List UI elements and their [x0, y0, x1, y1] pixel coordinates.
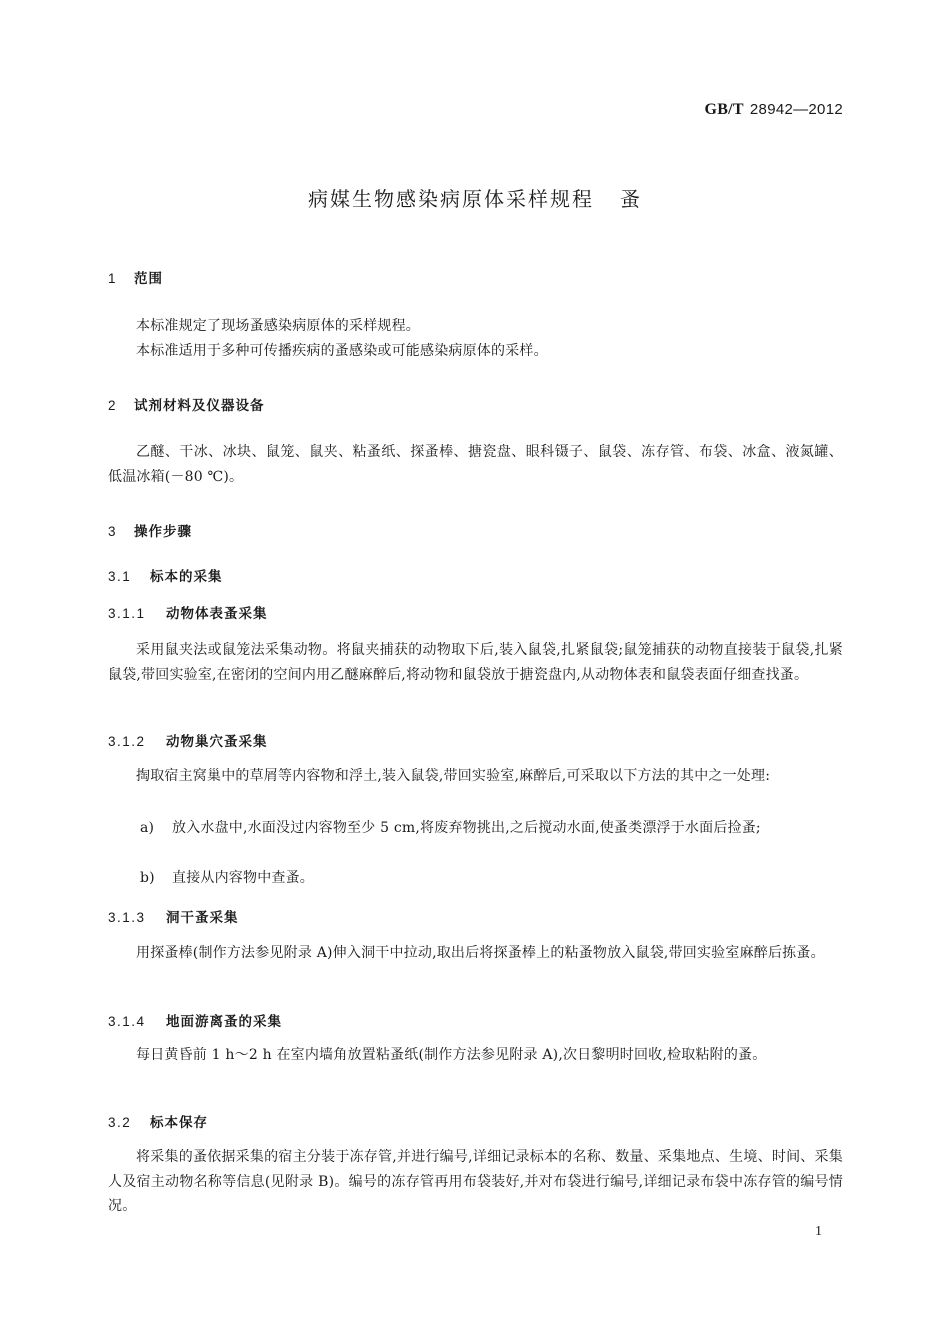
section-heading-3	[108, 520, 192, 540]
section-title: 洞干蚤采集	[166, 910, 239, 926]
paragraph: 每日黄昏前 1 h～2 h 在室内墙角放置粘蚤纸(制作方法参见附录 A),次日黎明时回收,检取粘附的蚤。	[136, 1047, 767, 1063]
paragraph: 用探蚤棒(制作方法参见附录 A)伸入洞干中拉动,取出后将探蚤棒上的粘蚤物放入鼠袋,带回实验室麻醉后拣蚤。	[136, 945, 825, 961]
section-heading-3-1-4	[108, 1010, 282, 1030]
title-subject: 蚤	[620, 187, 642, 211]
section-number: 3.1.1	[108, 606, 146, 621]
section-number: 3.1	[108, 569, 132, 584]
section-heading-2	[108, 394, 265, 414]
section-heading-3-2	[108, 1111, 208, 1131]
section-number: 3.1.3	[108, 910, 146, 925]
paragraph: 乙醚、干冰、冰块、鼠笼、鼠夹、粘蚤纸、探蚤棒、搪瓷盘、眼科镊子、鼠袋、冻存管、布袋、冰盒、液氮罐、低温冰箱(－80 ℃)。	[108, 444, 843, 485]
paragraph: 本标准适用于多种可传播疾病的蚤感染或可能感染病原体的采样。	[136, 343, 548, 359]
section-title: 范围	[134, 271, 163, 287]
document-title	[0, 183, 950, 212]
page-number: 1	[815, 1224, 822, 1239]
section-number: 3	[108, 524, 118, 539]
list-item	[140, 816, 843, 841]
paragraph: 掏取宿主窝巢中的草屑等内容物和浮土,装入鼠袋,带回实验室,麻醉后,可采取以下方法的其中之一处理:	[136, 768, 771, 784]
section-title: 动物体表蚤采集	[166, 606, 268, 622]
section-title: 动物巢穴蚤采集	[166, 734, 268, 750]
section-title: 标本的采集	[150, 569, 223, 585]
standard-number: 28942—2012	[749, 101, 843, 118]
standard-prefix: GB/T	[704, 101, 744, 118]
section-number: 3.2	[108, 1115, 132, 1130]
section-title: 操作步骤	[134, 524, 192, 540]
section-heading-3-1	[108, 565, 223, 585]
section-number: 2	[108, 398, 118, 413]
list-marker: a)	[140, 820, 155, 836]
list-item	[140, 866, 843, 891]
section-number: 1	[108, 271, 118, 286]
list-text: 直接从内容物中查蚤。	[172, 870, 314, 886]
section-title: 试剂材料及仪器设备	[134, 398, 265, 414]
paragraph: 将采集的蚤依据采集的宿主分装于冻存管,并进行编号,详细记录标本的名称、数量、采集地点、生境、时间、采集人及宿主动物名称等信息(见附录 B)。编号的冻存管再用布袋装好,并对布袋进行编号,详细记录布袋中冻存管的编号情况。	[108, 1149, 843, 1214]
paragraph: 本标准规定了现场蚤感染病原体的采样规程。	[136, 318, 420, 334]
section-heading-3-1-2	[108, 730, 268, 750]
section-number: 3.1.2	[108, 734, 146, 749]
section-heading-1	[108, 267, 163, 287]
section-number: 3.1.4	[108, 1014, 146, 1029]
section-heading-3-1-1	[108, 602, 268, 622]
title-main: 病媒生物感染病原体采样规程	[308, 187, 594, 211]
section-title: 地面游离蚤的采集	[166, 1014, 282, 1030]
section-title: 标本保存	[150, 1115, 208, 1131]
standard-code	[704, 100, 843, 119]
section-heading-3-1-3	[108, 906, 239, 926]
paragraph: 采用鼠夹法或鼠笼法采集动物。将鼠夹捕获的动物取下后,装入鼠袋,扎紧鼠袋;鼠笼捕获的动物直接装于鼠袋,扎紧鼠袋,带回实验室,在密闭的空间内用乙醚麻醉后,将动物和鼠袋放于搪瓷盘内,从动物体表和鼠袋表面仔细查找蚤。	[108, 642, 843, 683]
list-text: 放入水盘中,水面没过内容物至少 5 cm,将废弃物挑出,之后搅动水面,使蚤类漂浮于水面后捡蚤;	[172, 820, 761, 836]
list-marker: b)	[140, 870, 155, 886]
